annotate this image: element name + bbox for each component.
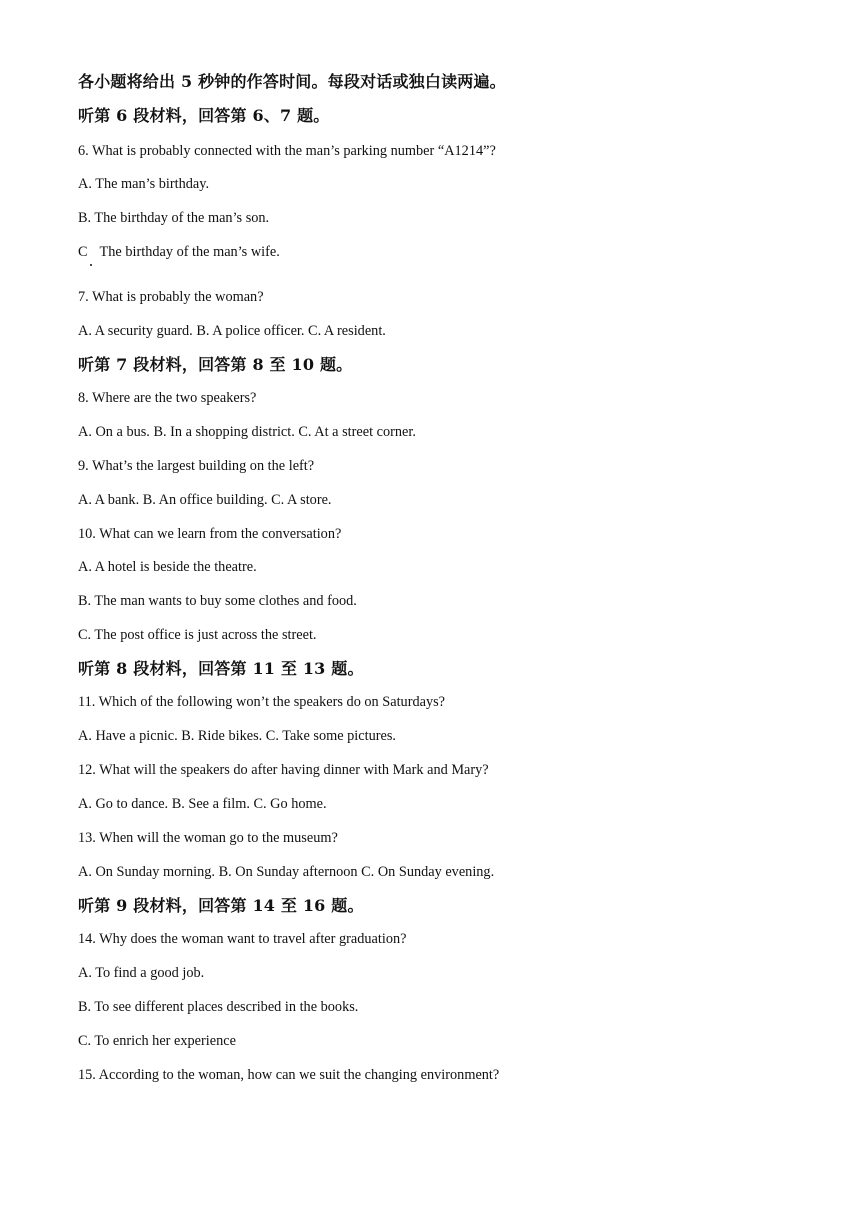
stray-dot-mark bbox=[90, 264, 92, 266]
option-14a: A. To find a good job. bbox=[78, 965, 205, 981]
option-14c: C. To enrich her experience bbox=[78, 1033, 236, 1049]
options-9: A. A bank. B. An office building. C. A store. bbox=[78, 492, 332, 508]
question-9: 9. What’s the largest building on the left? bbox=[78, 458, 315, 474]
option-10b: B. The man wants to buy some clothes and food. bbox=[78, 593, 357, 609]
option-10a: A. A hotel is beside the theatre. bbox=[78, 559, 257, 575]
question-6: 6. What is probably connected with the man’s parking number “A1214”? bbox=[78, 143, 496, 159]
question-12: 12. What will the speakers do after having dinner with Mark and Mary? bbox=[78, 762, 489, 778]
options-8: A. On a bus. B. In a shopping district. C. At a street corner. bbox=[78, 424, 416, 440]
options-12: A. Go to dance. B. See a film. C. Go home. bbox=[78, 796, 327, 812]
question-10: 10. What can we learn from the conversation? bbox=[78, 526, 342, 542]
option-6c-label: C bbox=[78, 244, 88, 260]
question-11: 11. Which of the following won’t the speakers do on Saturdays? bbox=[78, 694, 446, 710]
option-6a: A. The man’s birthday. bbox=[78, 176, 210, 192]
question-15: 15. According to the woman, how can we suit the changing environment? bbox=[78, 1067, 500, 1083]
option-6c-text: The birthday of the man’s wife. bbox=[99, 244, 280, 260]
section-heading-7: 听第 7 段材料，回答第 8 至 10 题。 bbox=[78, 355, 353, 374]
section-heading-8: 听第 8 段材料，回答第 11 至 13 题。 bbox=[78, 659, 364, 678]
options-7: A. A security guard. B. A police officer. C. A resident. bbox=[78, 323, 386, 339]
options-11: A. Have a picnic. B. Ride bikes. C. Take some pictures. bbox=[78, 728, 396, 744]
question-8: 8. Where are the two speakers? bbox=[78, 390, 257, 406]
option-10c: C. The post office is just across the street. bbox=[78, 627, 317, 643]
option-6b: B. The birthday of the man’s son. bbox=[78, 210, 270, 226]
option-14b: B. To see different places described in the books. bbox=[78, 999, 359, 1015]
question-7: 7. What is probably the woman? bbox=[78, 289, 264, 305]
option-6c bbox=[78, 242, 280, 262]
section-heading-9: 听第 9 段材料，回答第 14 至 16 题。 bbox=[78, 896, 364, 915]
question-13: 13. When will the woman go to the museum? bbox=[78, 830, 338, 846]
instruction-line: 各小题将给出 5 秒钟的作答时间。每段对话或独白读两遍。 bbox=[78, 72, 506, 91]
question-14: 14. Why does the woman want to travel after graduation? bbox=[78, 931, 407, 947]
section-heading-6: 听第 6 段材料，回答第 6、7 题。 bbox=[78, 106, 330, 125]
options-13: A. On Sunday morning. B. On Sunday afternoon C. On Sunday evening. bbox=[78, 864, 495, 880]
